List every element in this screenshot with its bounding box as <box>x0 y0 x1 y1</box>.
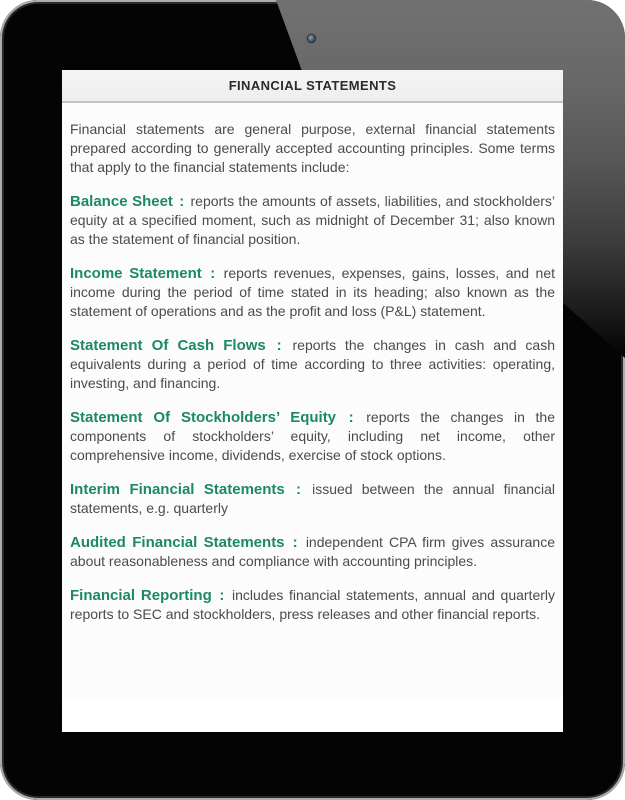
term-label: Income Statement <box>70 265 202 282</box>
term-definition: reports revenues, expenses, gains, losses, and net income during the period of time stated in its heading; also known as the statement of operations and as the profit and loss (P&L) statement. <box>70 265 556 319</box>
term-section <box>70 480 555 518</box>
term-label: Balance Sheet <box>70 193 173 210</box>
term-section <box>70 192 555 249</box>
term-colon: : <box>210 265 216 282</box>
term-colon: : <box>292 534 298 551</box>
term-section <box>70 408 555 465</box>
term-colon: : <box>348 409 354 426</box>
term-colon: : <box>179 193 185 210</box>
term-definition: reports the changes in cash and cash equivalents during a period of time according to three activities: operating, investing, and financing. <box>70 337 556 391</box>
term-label: Audited Financial Statements <box>70 534 285 551</box>
term-definition: reports the changes in the components of stockholders’ equity, including net income, other comprehensive income, dividends, exercise of stock options. <box>70 409 555 463</box>
term-colon: : <box>295 481 301 498</box>
term-definition: includes financial statements, annual and quarterly reports to SEC and stockholders, press releases and other financial reports. <box>70 587 556 622</box>
term-label: Interim Financial Statements <box>70 481 285 498</box>
titlebar <box>62 70 563 103</box>
term-colon: : <box>219 587 225 604</box>
camera-icon <box>308 35 315 42</box>
screen <box>62 70 563 732</box>
page-title: FINANCIAL STATEMENTS <box>228 78 397 93</box>
term-definition: reports the amounts of assets, liabilities, and stockholders’ equity at a specified moment, such as midnight of December 31; also known as the statement of financial position. <box>70 193 556 247</box>
intro-paragraph: Financial statements are general purpose, external financial statements prepared according to generally accepted accounting principles. Some terms that apply to the financial statements include: <box>70 121 555 175</box>
term-colon: : <box>276 337 282 354</box>
term-label: Statement Of Stockholders’ Equity <box>70 409 337 426</box>
term-section <box>70 264 555 321</box>
term-definition: independent CPA firm gives assurance about reasonableness and compliance with accounting principles. <box>70 534 555 569</box>
term-label: Statement Of Cash Flows <box>70 337 266 354</box>
term-section <box>70 336 555 393</box>
term-section <box>70 586 555 624</box>
term-section <box>70 533 555 571</box>
term-label: Financial Reporting <box>70 587 212 604</box>
content-area <box>62 103 563 700</box>
term-definition: issued between the annual financial statements, e.g. quarterly <box>70 481 556 516</box>
